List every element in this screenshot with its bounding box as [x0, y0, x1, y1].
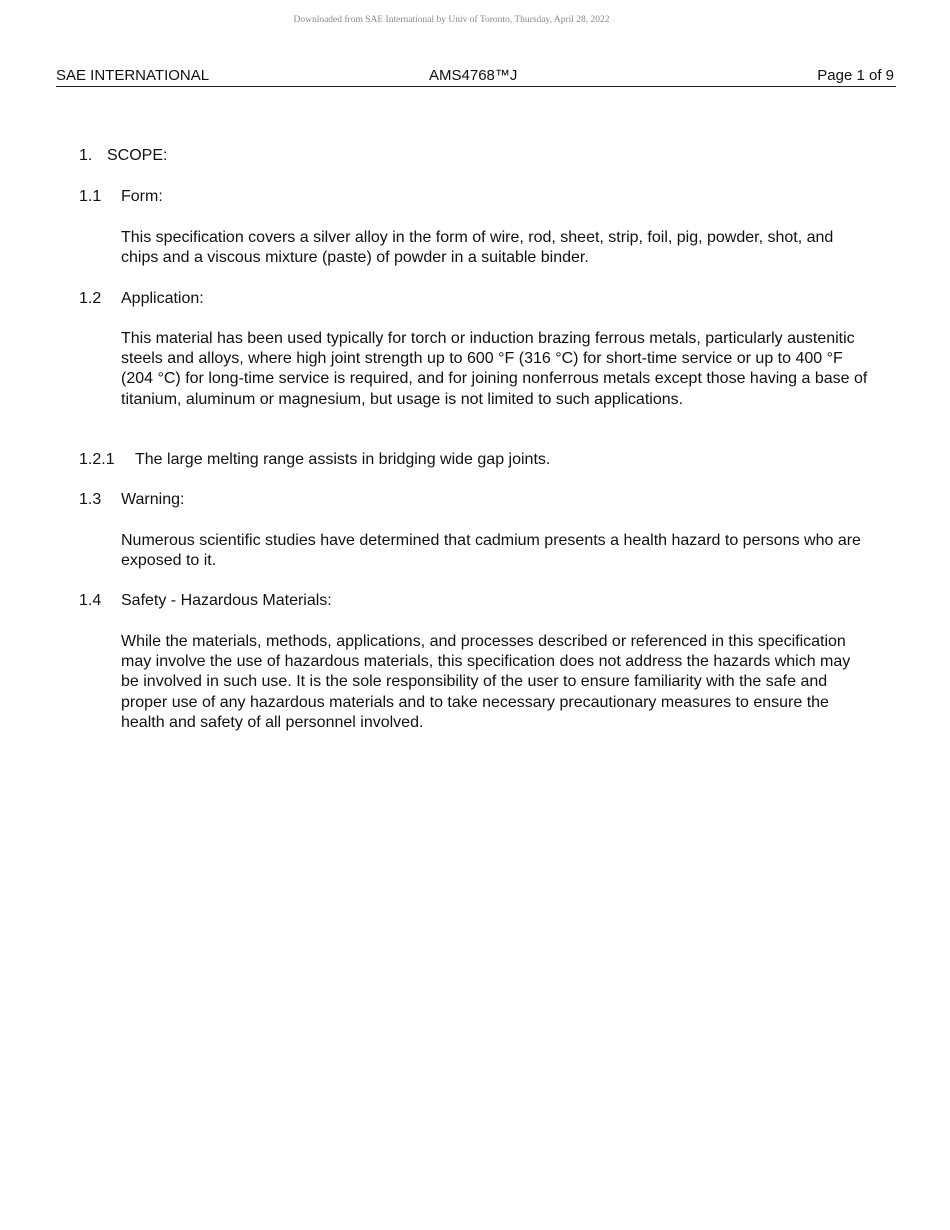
section-1-3-body: Numerous scientific studies have determined that cadmium presents a health hazard to persons who are exposed to it. [121, 532, 861, 570]
publisher-name: SAE INTERNATIONAL [56, 67, 210, 84]
section-1-2-body: This material has been used typically for torch or induction brazing ferrous metals, particularly austenitic steels and alloys, where high joint strength up to 600 °F (316 °C) for short-time service or up to 400 °F (204 °C) for long-time service is required, and for joining nonferrous metals except those having a base of titanium, aluminum or magnesium, but usage is not limited to such applications. [121, 330, 868, 408]
section-1-number: 1. [79, 147, 93, 164]
section-1-4-title: Safety - Hazardous Materials: [121, 592, 332, 609]
section-1-1-body: This specification covers a silver alloy in the form of wire, rod, sheet, strip, foil, pig, powder, shot, and chips and a viscous mixture (paste) of powder in a suitable binder. [121, 229, 834, 267]
section-1-1-title: Form: [121, 188, 163, 205]
section-1-2-1-number: 1.2.1 [79, 451, 115, 468]
page-header [56, 66, 896, 87]
section-1-3-title: Warning: [121, 491, 185, 508]
section-1-3-number: 1.3 [79, 491, 102, 508]
download-note: Downloaded from SAE International by Univ of Toronto, Thursday, April 28, 2022 [293, 15, 610, 25]
section-1-4-number: 1.4 [79, 592, 102, 609]
section-1-title: SCOPE: [107, 147, 168, 164]
section-1-4-body: While the materials, methods, applications, and processes described or referenced in this specification may involve the use of hazardous materials, this specification does not address the hazards which may be involved in such use. It is the sole responsibility of the user to ensure familiarity with the safe and proper use of any hazardous materials and to take necessary precautionary measures to ensure the health and safety of all personnel involved. [121, 633, 851, 731]
section-1-1-number: 1.1 [79, 188, 102, 205]
section-1-2-number: 1.2 [79, 290, 102, 307]
section-1-2-1-text: The large melting range assists in bridging wide gap joints. [135, 451, 551, 468]
document-id: AMS4768™J [429, 67, 518, 84]
section-1-2-title: Application: [121, 290, 204, 307]
page-number: Page 1 of 9 [817, 67, 894, 84]
